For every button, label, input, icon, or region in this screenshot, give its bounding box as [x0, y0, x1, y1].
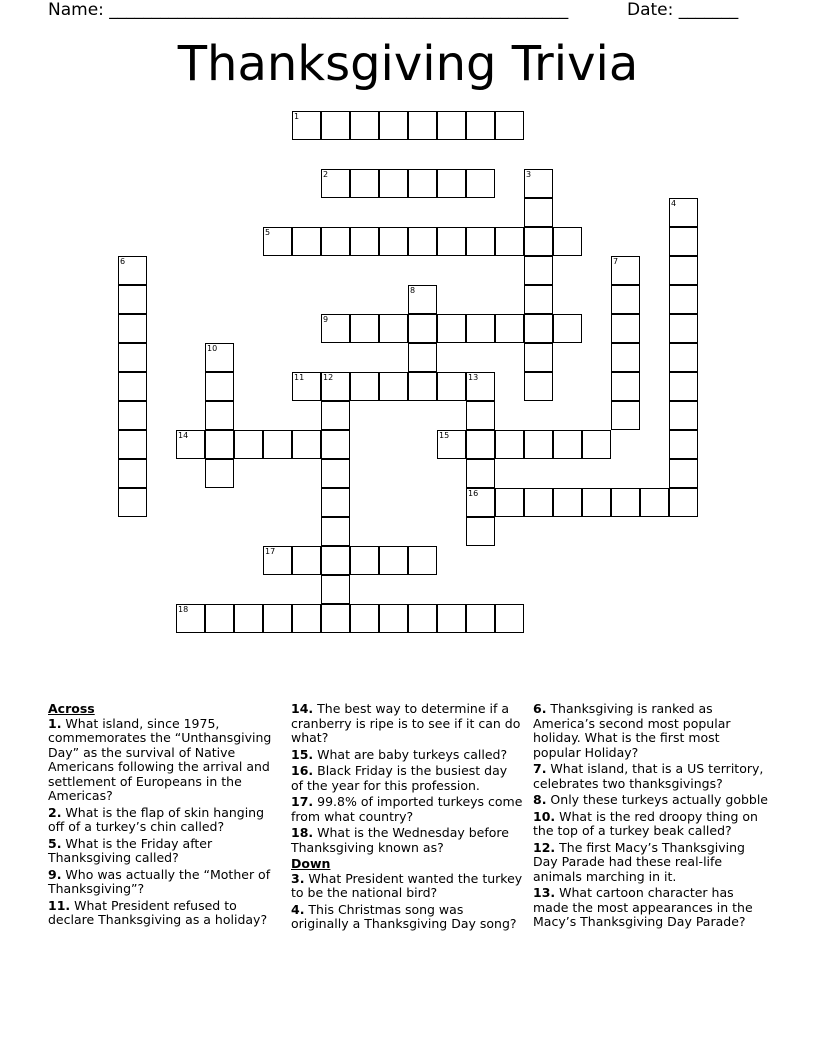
grid-cell[interactable]: [611, 372, 640, 401]
grid-cell[interactable]: [669, 488, 698, 517]
grid-cell[interactable]: [466, 227, 495, 256]
grid-cell[interactable]: [379, 169, 408, 198]
clues-column-3: [533, 702, 769, 932]
clue-item: [291, 872, 523, 901]
clue-item: [291, 748, 523, 763]
clue-item-number: 14.: [291, 701, 314, 716]
clue-item-number: 9.: [48, 866, 62, 882]
grid-cell[interactable]: [466, 488, 495, 517]
clue-item-text: What is the flap of skin hanging off of a turkey’s chin called?: [48, 804, 265, 834]
clue-item-text: Only these turkeys actually gobble: [546, 792, 768, 807]
grid-cell[interactable]: [292, 604, 321, 633]
grid-cell[interactable]: [321, 314, 350, 343]
grid-cell[interactable]: [524, 198, 553, 227]
grid-cell[interactable]: [669, 343, 698, 372]
grid-cell[interactable]: [437, 372, 466, 401]
grid-cell[interactable]: [611, 314, 640, 343]
grid-cell[interactable]: [379, 604, 408, 633]
grid-cell[interactable]: [321, 488, 350, 517]
clue-item-text: The best way to determine if a cranberry is ripe is to see if it can do what?: [291, 701, 521, 745]
clue-number: 2: [323, 170, 329, 179]
grid-cell[interactable]: [408, 227, 437, 256]
grid-cell[interactable]: [379, 314, 408, 343]
grid-cell[interactable]: [611, 343, 640, 372]
grid-cell[interactable]: [263, 430, 292, 459]
grid-cell[interactable]: [553, 314, 582, 343]
clue-number: 13: [468, 373, 479, 382]
grid-cell[interactable]: [611, 488, 640, 517]
grid-cell[interactable]: [437, 111, 466, 140]
grid-cell[interactable]: [379, 546, 408, 575]
grid-cell[interactable]: [321, 169, 350, 198]
clue-item-number: 3.: [291, 870, 305, 886]
grid-cell[interactable]: [118, 459, 147, 488]
clue-item-number: 2.: [48, 804, 62, 820]
grid-cell[interactable]: [379, 372, 408, 401]
clue-item: [48, 837, 284, 866]
clue-item-number: 15.: [291, 746, 314, 762]
date-label: Date:: [627, 0, 679, 20]
grid-cell[interactable]: [524, 430, 553, 459]
clue-number: 17: [265, 547, 276, 556]
grid-cell[interactable]: [524, 227, 553, 256]
clue-item-text: What island, since 1975, commemorates the “Unthansgiving Day” as the survival of Native Americans following the arrival and settlement of Europeans in the Americas?: [48, 715, 272, 803]
clue-item: [48, 899, 284, 928]
clue-item: [533, 841, 769, 885]
grid-cell[interactable]: [321, 430, 350, 459]
grid-cell[interactable]: [524, 488, 553, 517]
clue-item-text: What cartoon character has made the most appearances in the Macy’s Thanksgiving Day Parade?: [533, 885, 753, 929]
grid-cell[interactable]: [408, 314, 437, 343]
clue-item: [533, 702, 769, 760]
clue-number: 1: [294, 112, 300, 121]
grid-cell[interactable]: [611, 401, 640, 430]
clue-item: [291, 795, 523, 824]
name-line[interactable]: ______________________________________________________: [109, 0, 569, 20]
page-title: Thanksgiving Trivia: [177, 36, 639, 92]
clue-number: 18: [178, 605, 189, 614]
grid-cell[interactable]: [118, 488, 147, 517]
grid-cell[interactable]: [176, 430, 205, 459]
clue-item: [48, 806, 284, 835]
clues-column-1: [48, 702, 284, 930]
grid-cell[interactable]: [118, 256, 147, 285]
grid-cell[interactable]: [437, 227, 466, 256]
grid-cell[interactable]: [495, 604, 524, 633]
clue-item-number: 6.: [533, 701, 547, 716]
clue-item-text: Thanksgiving is ranked as America’s second most popular holiday. What is the first most popular Holiday?: [533, 701, 731, 760]
grid-cell[interactable]: [118, 343, 147, 372]
clue-item: [533, 793, 769, 808]
grid-cell[interactable]: [495, 111, 524, 140]
clue-item: [291, 764, 523, 793]
grid-cell[interactable]: [437, 314, 466, 343]
clue-item-number: 10.: [533, 808, 556, 824]
grid-cell[interactable]: [582, 488, 611, 517]
clue-item-text: What are baby turkeys called?: [313, 746, 508, 762]
grid-cell[interactable]: [118, 314, 147, 343]
clue-number: 5: [265, 228, 271, 237]
clue-item-text: What is the Wednesday before Thanksgiving known as?: [291, 825, 509, 855]
grid-cell[interactable]: [205, 604, 234, 633]
grid-cell[interactable]: [350, 169, 379, 198]
clue-number: 4: [671, 199, 677, 208]
clue-item-text: What President wanted the turkey to be the national bird?: [291, 870, 523, 900]
grid-cell[interactable]: [408, 285, 437, 314]
clue-item-text: What is the Friday after Thanksgiving called?: [48, 835, 213, 865]
clue-number: 16: [468, 489, 479, 498]
grid-cell[interactable]: [292, 430, 321, 459]
clue-item-text: What President refused to declare Thanksgiving as a holiday?: [48, 897, 268, 927]
grid-cell[interactable]: [466, 517, 495, 546]
name-label: Name:: [48, 0, 110, 20]
grid-cell[interactable]: [669, 227, 698, 256]
grid-cell[interactable]: [321, 111, 350, 140]
clue-number: 14: [178, 431, 189, 440]
grid-cell[interactable]: [669, 314, 698, 343]
grid-cell[interactable]: [640, 488, 669, 517]
clue-item-number: 5.: [48, 835, 62, 851]
grid-cell[interactable]: [321, 517, 350, 546]
clue-item-number: 8.: [533, 792, 547, 807]
down-heading: Down: [291, 856, 331, 871]
grid-cell[interactable]: [234, 430, 263, 459]
grid-cell[interactable]: [437, 430, 466, 459]
grid-cell[interactable]: [205, 372, 234, 401]
clue-item: [48, 868, 284, 897]
grid-cell[interactable]: [669, 256, 698, 285]
grid-cell[interactable]: [669, 459, 698, 488]
grid-cell[interactable]: [321, 401, 350, 430]
grid-cell[interactable]: [466, 111, 495, 140]
grid-cell[interactable]: [524, 169, 553, 198]
grid-cell[interactable]: [263, 604, 292, 633]
clue-item-number: 12.: [533, 839, 556, 855]
grid-cell[interactable]: [582, 430, 611, 459]
grid-cell[interactable]: [408, 372, 437, 401]
clue-item-number: 17.: [291, 794, 314, 809]
clue-item-text: Black Friday is the busiest day of the year for this profession.: [291, 763, 508, 793]
clue-number: 11: [294, 373, 305, 382]
grid-cell[interactable]: [321, 575, 350, 604]
grid-cell[interactable]: [321, 604, 350, 633]
grid-cell[interactable]: [263, 546, 292, 575]
grid-cell[interactable]: [118, 430, 147, 459]
clue-item-text: Who was actually the “Mother of Thanksgiving”?: [48, 866, 271, 896]
clue-item: [291, 702, 523, 746]
clue-item-text: What is the red droopy thing on the top of a turkey beak called?: [533, 808, 758, 838]
date-line[interactable]: _______: [678, 0, 739, 20]
clue-item-number: 7.: [533, 761, 547, 776]
grid-cell[interactable]: [466, 169, 495, 198]
clue-number: 8: [410, 286, 416, 295]
grid-cell[interactable]: [350, 546, 379, 575]
clue-number: 6: [120, 257, 126, 266]
grid-cell[interactable]: [234, 604, 263, 633]
grid-cell[interactable]: [669, 198, 698, 227]
grid-cell[interactable]: [669, 372, 698, 401]
clue-item-number: 1.: [48, 715, 62, 731]
clue-item: [533, 762, 769, 791]
grid-cell[interactable]: [437, 604, 466, 633]
grid-cell[interactable]: [118, 285, 147, 314]
clue-item-number: 4.: [291, 901, 305, 917]
grid-cell[interactable]: [611, 285, 640, 314]
clue-number: 10: [207, 344, 218, 353]
clue-item-number: 13.: [533, 885, 556, 900]
grid-cell[interactable]: [553, 488, 582, 517]
grid-cell[interactable]: [408, 604, 437, 633]
grid-cell[interactable]: [669, 430, 698, 459]
grid-cell[interactable]: [466, 372, 495, 401]
grid-cell[interactable]: [118, 372, 147, 401]
grid-cell[interactable]: [321, 372, 350, 401]
clue-item-text: This Christmas song was originally a Thanksgiving Day song?: [291, 901, 517, 931]
clue-item-number: 18.: [291, 825, 314, 840]
grid-cell[interactable]: [263, 227, 292, 256]
grid-cell[interactable]: [408, 343, 437, 372]
grid-cell[interactable]: [350, 227, 379, 256]
grid-cell[interactable]: [292, 372, 321, 401]
grid-cell[interactable]: [524, 343, 553, 372]
grid-cell[interactable]: [466, 430, 495, 459]
clue-number: 9: [323, 315, 329, 324]
clue-item-text: What island, that is a US territory, celebrates two thanksgivings?: [533, 761, 764, 791]
clues-column-2: [291, 702, 523, 934]
clue-item: [48, 717, 284, 804]
grid-cell[interactable]: [350, 111, 379, 140]
grid-cell[interactable]: [408, 169, 437, 198]
clue-item-text: 99.8% of imported turkeys come from what country?: [291, 794, 523, 824]
grid-cell[interactable]: [321, 227, 350, 256]
grid-cell[interactable]: [408, 546, 437, 575]
grid-cell[interactable]: [524, 256, 553, 285]
clue-item-text: The first Macy’s Thanksgiving Day Parade had these real-life animals marching in it.: [533, 839, 745, 884]
grid-cell[interactable]: [205, 343, 234, 372]
grid-cell[interactable]: [292, 111, 321, 140]
grid-cell[interactable]: [466, 314, 495, 343]
grid-cell[interactable]: [466, 459, 495, 488]
grid-cell[interactable]: [205, 459, 234, 488]
grid-cell[interactable]: [408, 111, 437, 140]
grid-cell[interactable]: [669, 401, 698, 430]
across-heading: Across: [48, 701, 95, 716]
grid-cell[interactable]: [176, 604, 205, 633]
grid-cell[interactable]: [205, 401, 234, 430]
grid-cell[interactable]: [524, 372, 553, 401]
grid-cell[interactable]: [553, 227, 582, 256]
clue-item-number: 11.: [48, 897, 71, 913]
clue-number: 12: [323, 373, 334, 382]
clue-item: [291, 826, 523, 855]
clue-number: 3: [526, 170, 532, 179]
grid-cell[interactable]: [495, 314, 524, 343]
grid-cell[interactable]: [553, 430, 582, 459]
clue-item: [533, 886, 769, 930]
grid-cell[interactable]: [524, 285, 553, 314]
clue-number: 7: [613, 257, 619, 266]
grid-cell[interactable]: [118, 401, 147, 430]
clue-item: [533, 810, 769, 839]
grid-cell[interactable]: [292, 227, 321, 256]
grid-cell[interactable]: [379, 111, 408, 140]
grid-cell[interactable]: [495, 488, 524, 517]
grid-cell[interactable]: [524, 314, 553, 343]
grid-cell[interactable]: [350, 314, 379, 343]
grid-cell[interactable]: [437, 169, 466, 198]
grid-cell[interactable]: [495, 227, 524, 256]
grid-cell[interactable]: [466, 401, 495, 430]
grid-cell[interactable]: [669, 285, 698, 314]
grid-cell[interactable]: [611, 256, 640, 285]
grid-cell[interactable]: [350, 604, 379, 633]
grid-cell[interactable]: [466, 604, 495, 633]
grid-cell[interactable]: [321, 546, 350, 575]
grid-cell[interactable]: [495, 430, 524, 459]
clue-item-number: 16.: [291, 763, 314, 778]
grid-cell[interactable]: [292, 546, 321, 575]
grid-cell[interactable]: [350, 372, 379, 401]
clue-number: 15: [439, 431, 450, 440]
grid-cell[interactable]: [379, 227, 408, 256]
grid-cell[interactable]: [321, 459, 350, 488]
clue-item: [291, 903, 523, 932]
grid-cell[interactable]: [205, 430, 234, 459]
